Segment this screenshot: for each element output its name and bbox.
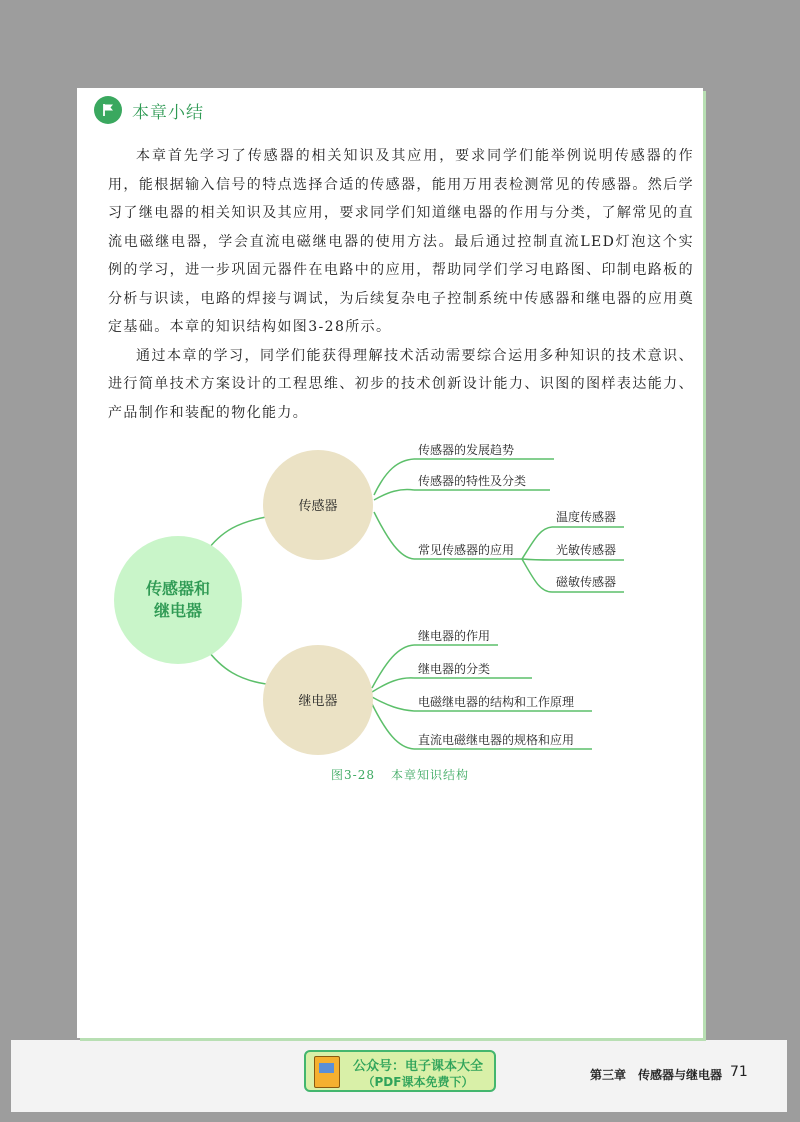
relay-branch-label: 电磁继电器的结构和工作原理 [418,695,575,709]
sensor-node-label: 传感器 [298,499,338,514]
sensor-branch-label: 传感器的发展趋势 [418,443,515,457]
relay-branch-line [372,697,414,711]
root-to-relay-line [206,648,266,684]
relay-branch-label: 继电器的作用 [418,629,491,643]
promo-line-1: 公众号：电子课本大全 [352,1059,483,1074]
root-node-label: 传感器和 [145,579,211,598]
section-title: 本章小结 [132,102,204,123]
promo-line-2: （PDF课本免费下） [362,1075,474,1089]
sensor-sub-label: 光敏传感器 [556,543,617,557]
relay-node-label: 继电器 [298,694,338,709]
figure-number: 图3-28 [331,768,375,782]
sensor-branch-line [374,512,414,559]
footer-chapter-title: 第三章 传感器与继电器 [590,1068,723,1082]
page-number: 71 [730,1064,748,1080]
sensor-sub-line [522,527,552,559]
sensor-sub-line [522,559,552,592]
promo-badge [304,1050,496,1092]
figure-caption-text: 本章知识结构 [390,768,469,782]
sensor-sub-label: 温度传感器 [556,510,617,524]
figure-caption [0,766,800,783]
sensor-sub-line [522,559,552,560]
sensor-branch-line [374,489,414,500]
relay-branch-label: 继电器的分类 [418,662,491,676]
sensor-sub-label: 磁敏传感器 [556,575,617,589]
sensor-branch-label: 常见传感器的应用 [418,543,515,557]
summary-paragraph: 本章首先学习了传感器的相关知识及其应用，要求同学们能举例说明传感器的作用，能根据输入信号的特点选择合适的传感器，能用万用表检测常见的传感器。然后学习了继电器的相关知识及其应用，要求同学们知道继电器的作用与分类，了解常见的直流电磁继电器，学会直流电磁继电器的使用方法。最后通过控制直流LED灯泡这个实例的学习，进一步巩固元器件在电路中的应用，帮助同学们学习电路图、印制电路板的分析与识读，电路的焊接与调试，为后续复杂电子控制系统中传感器和继电器的应用奠定基础。本章的知识结构如图3-28所示。 [108,148,694,335]
root-node-label: 继电器 [153,601,203,620]
root-to-sensor-line [206,517,266,552]
relay-branch-label: 直流电磁继电器的规格和应用 [418,733,575,747]
relay-branch-line [372,678,414,692]
root-node [114,536,242,664]
book-icon [314,1056,340,1088]
sensor-branch-label: 传感器的特性及分类 [418,474,527,488]
summary-paragraph: 通过本章的学习，同学们能获得理解技术活动需要综合运用多种知识的技术意识、进行简单技术方案设计的工程思维、初步的技术创新设计能力、识图的图样表达能力、产品制作和装配的物化能力。 [108,347,694,421]
